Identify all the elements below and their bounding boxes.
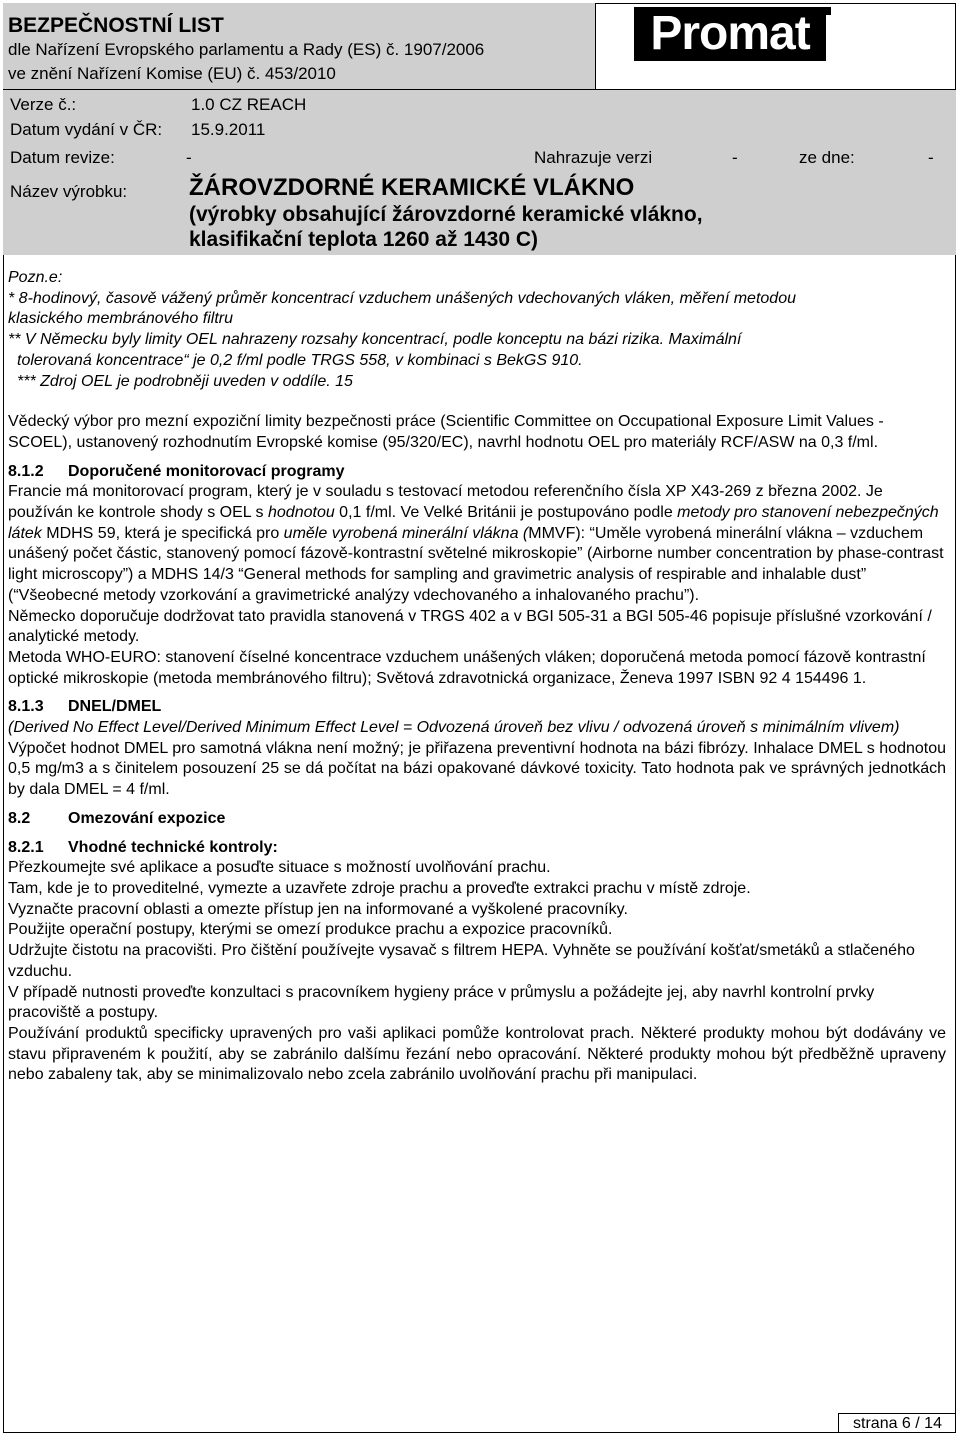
product-name: ŽÁROVZDORNÉ KERAMICKÉ VLÁKNO	[189, 174, 635, 201]
issue-date-value: 15.9.2011	[191, 120, 266, 139]
note-line: ** V Německu byly limity OEL nahrazeny rozsahy koncentrací, podle konceptu na bázi rizika. Maximální	[8, 331, 742, 349]
note-line: klasického membránového filtru	[8, 310, 233, 328]
text-run: MDHS 59, která je specifická pro	[41, 524, 284, 542]
section-title: Vhodné technické kontroly:	[68, 838, 278, 856]
section-title: DNEL/DMEL	[68, 698, 162, 716]
dmel-paragraph: Výpočet hodnot DMEL pro samotná vlákna není možný; je přiřazena preventivní hodnota na bázi fibrózy. Inhalace DMEL s hodnotou 0,5 mg/m3 a s činitelem posouzení 25 se dá počítat na bázi opakované dávkové toxicity. Tato hodnota pak ve správných jednotkách by dala DMEL = 4 f/ml.	[8, 739, 946, 799]
who-paragraph: Metoda WHO-EURO: stanovení číselné koncentrace vzduchem unášených vláken; doporučená metoda pomocí fázově kontrastní optické mikroskopie (metoda membránového filtru); Světová zdravotnická organizace, Ženeva 1997 ISBN 92 4 154496 1.	[8, 648, 926, 687]
control-line: V případě nutnosti proveďte konzultaci s pracovníkem hygieny práce v průmyslu a požádejte jej, aby navrhl kontrolní prvky pracoviště a postupy.	[8, 983, 875, 1022]
text-run: MMVF): “Uměle vyrobená minerální vlákna – vzduchem unášený počet částic, stanovený pomocí fázově-kontrastní světelné mikroskopie” (Airborne number concentration by phase-contrast light microscopy”) a MDHS 14/3 “General methods for sampling and gravimetric analysis of respirable and inhalable dust” (“Všeobecné metody vzorkování a gravimetrické analýzy vdechovaného a inhalovaného prachu”).	[8, 524, 944, 604]
text-run-italic: metody pro stanovení nebezpečných látek	[8, 504, 939, 542]
notes-label: Pozn.e:	[8, 269, 63, 286]
page-number: strana 6 / 14	[838, 1413, 956, 1433]
section-heading-8-2	[8, 809, 946, 830]
section-heading-8-1-3	[8, 697, 946, 718]
section-title: Doporučené monitorovací programy	[68, 462, 345, 480]
section-number: 8.1.2	[8, 462, 44, 480]
logo-square-icon	[823, 7, 831, 15]
control-line: Používání produktů specificky upravených pro vaši aplikaci pomůže kontrolovat prach. Některé produkty mohou být dodávány ve stavu připraveném k použití, aby se zabránilo dalšímu řezání nebo opracování. Některé produkty mohou být předběžně upraveny nebo zabaleny tak, aby se minimalizovalo nebo zcela zabránilo uvolňování prachu při manipulaci.	[8, 1024, 946, 1084]
germany-paragraph: Německo doporučuje dodržovat tato pravidla stanovená v TRGS 402 a v BGI 505-31 a BGI 505-46 popisuje příslušné vzorkování / analytické metody.	[8, 607, 932, 646]
section-heading-8-1-2	[8, 462, 946, 483]
note-line: *** Zdroj OEL je podrobněji uveden v oddíle. 15	[17, 372, 353, 390]
date-label: ze dne:	[799, 148, 855, 167]
note-line: tolerovaná koncentrace“ je 0,2 f/ml podle TRGS 558, v kombinaci s BekGS 910.	[17, 351, 583, 369]
control-line: Použijte operační postupy, kterými se omezí produkce prachu a expozice pracovníků.	[8, 921, 613, 939]
text-run-italic: uměle vyrobená minerální vlákna (	[283, 524, 529, 542]
control-line: Vyznačte pracovní oblasti a omezte přístup jen na informované a vyškolené pracovníky.	[8, 900, 628, 918]
version-value: 1.0 CZ REACH	[191, 95, 307, 114]
section-number: 8.2.1	[8, 838, 44, 856]
revision-value: -	[186, 148, 192, 167]
product-label: Název výrobku:	[10, 182, 128, 201]
revision-label: Datum revize:	[10, 148, 115, 167]
regulation-line-2: ve znění Nařízení Komise (EU) č. 453/2010	[8, 64, 336, 83]
promat-logo: Promat	[634, 7, 826, 61]
section-number: 8.1.3	[8, 698, 44, 716]
text-run: 0,1 f/ml. Ve Velké Británii je postupováno podle	[334, 504, 678, 522]
section-number: 8.2	[8, 809, 31, 827]
replaces-value: -	[732, 148, 738, 167]
title-block	[3, 3, 596, 90]
control-line: Tam, kde je to proveditelné, vymezte a uzavřete zdroje prachu a proveďte extrakci prachu v místě zdroje.	[8, 879, 751, 897]
logo-block	[596, 3, 956, 90]
text-run-italic: hodnotou	[268, 504, 335, 522]
scoel-paragraph: Vědecký výbor pro mezní expoziční limity bezpečnosti práce (Scientific Committee on Occupational Exposure Limit Values - SCOEL), ustanovený rozhodnutím Evropské komise (95/320/EC), navrhl hodnotu OEL pro materiály RCF/ASW na 0,3 f/ml.	[8, 413, 884, 451]
text-run: Francie má monitorovací program, který je v souladu s testovací metodou referenčního čísla XP X43-269 z března 2002. Je používán ke kontrole shody s OEL s	[8, 483, 883, 522]
version-label: Verze č.:	[10, 95, 77, 114]
document-header	[3, 3, 956, 255]
replaces-label: Nahrazuje verzi	[534, 148, 653, 167]
product-subtitle-2: klasifikační teplota 1260 až 1430 C)	[189, 228, 539, 251]
dnel-definition: (Derived No Effect Level/Derived Minimum Effect Level = Odvozená úroveň bez vlivu / odvozená úroveň s minimálním vlivem)	[8, 719, 900, 737]
regulation-line-1: dle Nařízení Evropského parlamentu a Rady (ES) č. 1907/2006	[8, 40, 485, 59]
date-value: -	[928, 148, 934, 167]
issue-date-label: Datum vydání v ČR:	[10, 120, 163, 139]
control-line: Přezkoumejte své aplikace a posuďte situace s možností uvolňování prachu.	[8, 859, 551, 877]
monitoring-paragraph	[8, 482, 946, 606]
section-title: Omezování expozice	[68, 809, 226, 827]
document-title: BEZPEČNOSTNÍ LIST	[8, 14, 224, 37]
product-subtitle-1: (výrobky obsahující žárovzdorné keramické vlákno,	[189, 203, 703, 226]
section-heading-8-2-1	[8, 838, 946, 859]
note-line: * 8-hodinový, časově vážený průměr koncentrací vzduchem unášených vdechovaných vláken, měření metodou	[8, 289, 796, 307]
control-line: Udržujte čistotu na pracovišti. Pro čištění používejte vysavač s filtrem HEPA. Vyhněte se používání košťat/smetáků a stlačeného vzduchu.	[8, 942, 915, 980]
notes-block	[8, 268, 946, 392]
page-content	[8, 268, 946, 1086]
